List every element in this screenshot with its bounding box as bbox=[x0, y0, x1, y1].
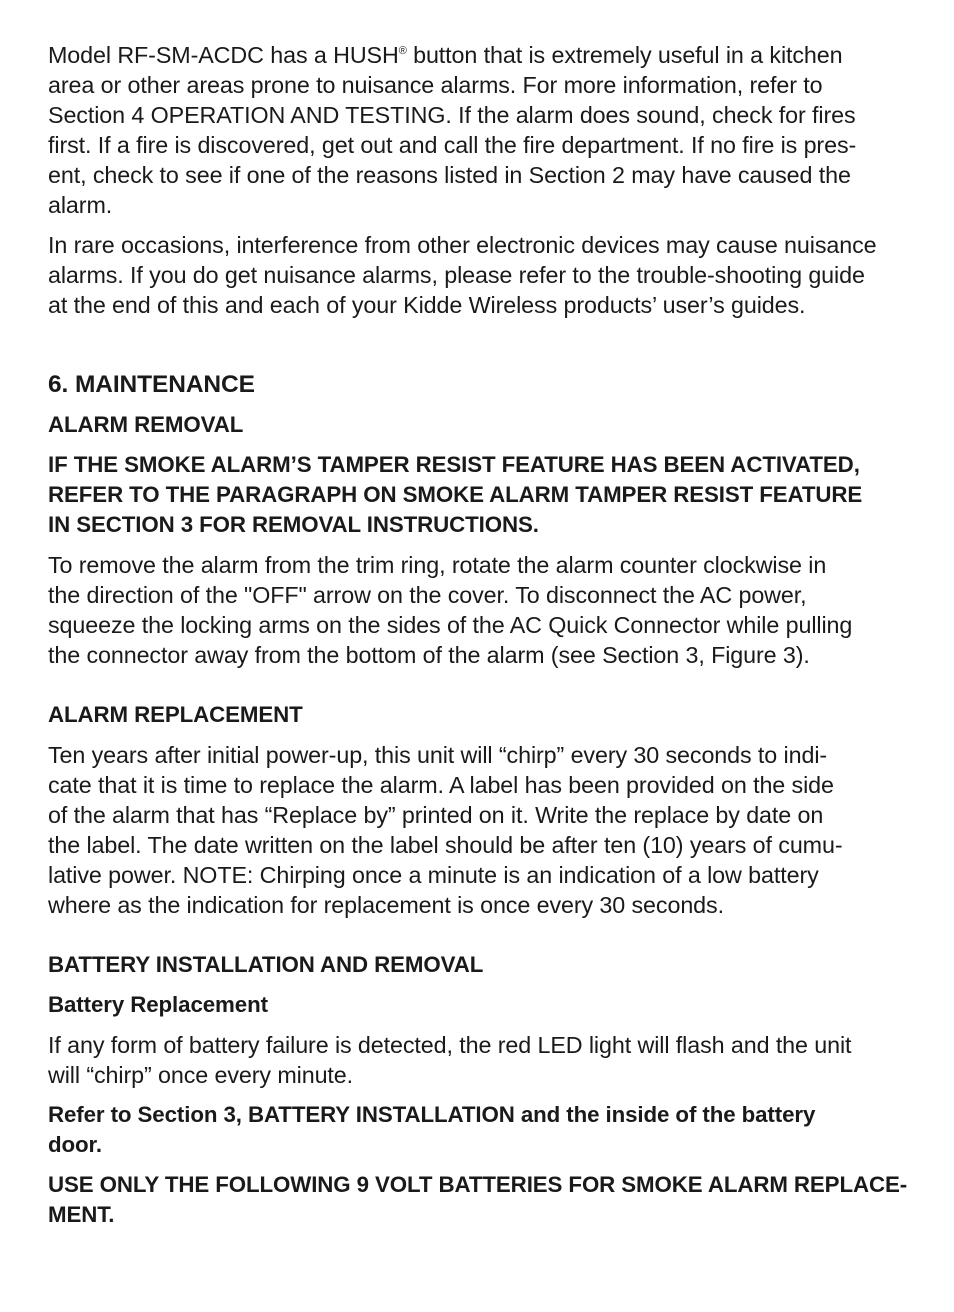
removal-line-1: To remove the alarm from the trim ring, rotate the alarm counter clockwise in bbox=[48, 552, 827, 578]
interference-line-3: at the end of this and each of your Kidde Wireless products’ user’s guides. bbox=[48, 292, 806, 318]
registered-mark: ® bbox=[398, 45, 407, 58]
battery-heading: BATTERY INSTALLATION AND REMOVAL bbox=[48, 952, 484, 977]
removal-line-4: the connector away from the bottom of the alarm (see Section 3, Figure 3). bbox=[48, 642, 810, 668]
battery-failure-line-2: will “chirp” once every minute. bbox=[48, 1062, 354, 1088]
hush-line-4: first. If a fire is discovered, get out and call the fire department. If no fire is pres- bbox=[48, 132, 857, 158]
battery-replacement-subheading: Battery Replacement bbox=[48, 992, 268, 1017]
hush-paragraph bbox=[48, 40, 910, 220]
hush-line-6: alarm. bbox=[48, 192, 113, 218]
tamper-warning bbox=[48, 450, 910, 540]
hush-line-1a: Model RF-SM-ACDC has a HUSH bbox=[48, 42, 399, 68]
replacement-line-1: Ten years after initial power-up, this unit will “chirp” every 30 seconds to indi- bbox=[48, 742, 828, 768]
interference-line-2: alarms. If you do get nuisance alarms, please refer to the trouble-shooting guide bbox=[48, 262, 865, 288]
alarm-removal-heading: ALARM REMOVAL bbox=[48, 412, 244, 437]
alarm-replacement-heading: ALARM REPLACEMENT bbox=[48, 702, 303, 727]
hush-line-1 bbox=[48, 40, 910, 70]
hush-line-3: Section 4 OPERATION AND TESTING. If the alarm does sound, check for fires bbox=[48, 102, 856, 128]
maintenance-heading: 6. MAINTENANCE bbox=[48, 371, 255, 398]
removal-line-3: squeeze the locking arms on the sides of the AC Quick Connector while pulling bbox=[48, 612, 853, 638]
hush-line-5: ent, check to see if one of the reasons listed in Section 2 may have caused the bbox=[48, 162, 851, 188]
replacement-line-5: lative power. NOTE: Chirping once a minute is an indication of a low battery bbox=[48, 862, 819, 888]
replacement-line-2: cate that it is time to replace the alarm. A label has been provided on the side bbox=[48, 772, 834, 798]
removal-instructions bbox=[48, 550, 910, 670]
replacement-paragraph bbox=[48, 740, 910, 920]
tamper-warning-line-1: IF THE SMOKE ALARM’S TAMPER RESIST FEATURE HAS BEEN ACTIVATED, bbox=[48, 452, 860, 477]
interference-paragraph bbox=[48, 230, 910, 320]
manual-page bbox=[48, 40, 910, 1230]
interference-line-1: In rare occasions, interference from other electronic devices may cause nuisance bbox=[48, 232, 877, 258]
battery-failure-paragraph bbox=[48, 1030, 910, 1090]
replacement-line-6: where as the indication for replacement is once every 30 seconds. bbox=[48, 892, 724, 918]
battery-warning-line-2: MENT. bbox=[48, 1202, 115, 1227]
battery-failure-line-1: If any form of battery failure is detected, the red LED light will flash and the unit bbox=[48, 1032, 852, 1058]
refer-section-3 bbox=[48, 1100, 910, 1160]
replacement-line-4: the label. The date written on the label should be after ten (10) years of cumu- bbox=[48, 832, 843, 858]
tamper-warning-line-3: IN SECTION 3 FOR REMOVAL INSTRUCTIONS. bbox=[48, 512, 539, 537]
battery-warning-line-1: USE ONLY THE FOLLOWING 9 VOLT BATTERIES FOR SMOKE ALARM REPLACE- bbox=[48, 1172, 908, 1197]
refer-line-1: Refer to Section 3, BATTERY INSTALLATION and the inside of the battery bbox=[48, 1102, 816, 1127]
refer-line-2: door. bbox=[48, 1132, 103, 1157]
removal-line-2: the direction of the "OFF" arrow on the cover. To disconnect the AC power, bbox=[48, 582, 807, 608]
replacement-line-3: of the alarm that has “Replace by” printed on it. Write the replace by date on bbox=[48, 802, 824, 828]
tamper-warning-line-2: REFER TO THE PARAGRAPH ON SMOKE ALARM TAMPER RESIST FEATURE bbox=[48, 482, 863, 507]
hush-line-2: area or other areas prone to nuisance alarms. For more information, refer to bbox=[48, 72, 823, 98]
hush-line-1b: button that is extremely useful in a kitchen bbox=[406, 42, 843, 68]
battery-warning bbox=[48, 1170, 910, 1230]
